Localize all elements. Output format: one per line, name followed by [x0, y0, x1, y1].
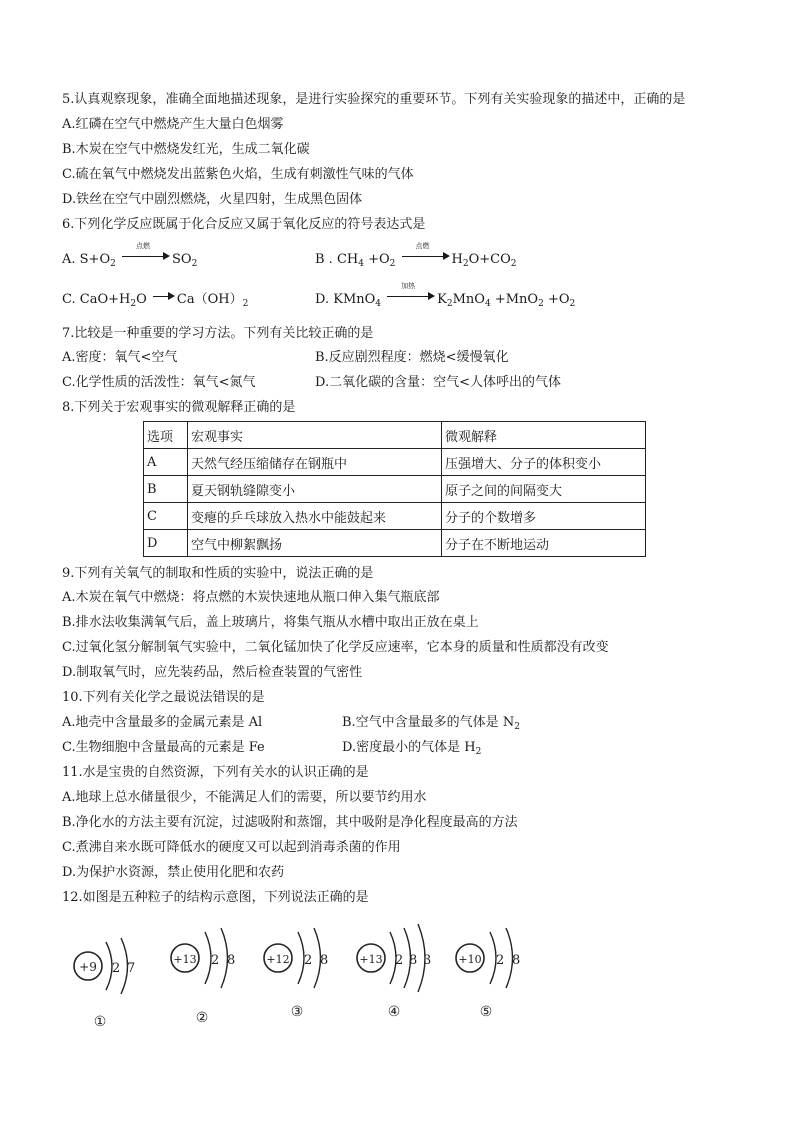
q7-stem: 7.比较是一种重要的学习方法。下列有关比较正确的是: [62, 326, 374, 341]
table-cell: 原子之间的间隔变大: [442, 476, 646, 503]
q6-stem: 6.下列化学反应既属于化合反应又属于氧化反应的符号表达式是: [62, 217, 426, 232]
table-row: [144, 449, 646, 476]
table-cell: 分子在不断地运动: [442, 530, 646, 557]
q7-option-d: D.二氧化碳的含量：空气<人体呼出的气体: [315, 375, 561, 390]
q8-stem: 8.下列关于宏观事实的微观解释正确的是: [62, 400, 296, 415]
table-cell: D: [144, 530, 188, 557]
table-cell: 空气中柳絮飘扬: [188, 530, 442, 557]
nucleus-charge: +10: [458, 953, 482, 966]
q9-stem: 9.下列有关氧气的制取和性质的实验中，说法正确的是: [62, 566, 374, 581]
q11-option-d: D.为保护水资源，禁止使用化肥和农药: [62, 865, 285, 880]
particle-label: ②: [195, 1010, 209, 1026]
shell-electrons: 2: [496, 953, 505, 968]
table-row: [144, 503, 646, 530]
reaction-arrow: [153, 291, 175, 301]
q5-option-d: D.铁丝在空气中剧烈燃烧，火星四射，生成黑色固体: [62, 192, 363, 207]
table-cell: 分子的个数增多: [442, 503, 646, 530]
table-row: [144, 476, 646, 503]
nucleus-charge: +13: [359, 953, 383, 966]
shell-electrons: 8: [512, 953, 521, 968]
q9-option-a: A.木炭在氧气中燃烧：将点燃的木炭快速地从瓶口伸入集气瓶底部: [62, 590, 440, 605]
particle-label: ⑤: [479, 1004, 493, 1020]
table-header-cell: 宏观事实: [188, 422, 442, 449]
table-row: [144, 530, 646, 557]
q11-stem: 11.水是宝贵的自然资源，下列有关水的认识正确的是: [62, 765, 369, 780]
particle-label: ①: [93, 1014, 107, 1030]
q10-option-a: A.地壳中含量最多的金属元素是 Al: [62, 715, 263, 730]
particle-label: ③: [290, 1004, 304, 1020]
reaction-arrow: 点燃: [402, 251, 450, 261]
shell-electrons: 2: [304, 953, 313, 968]
q9-option-c: C.过氧化氢分解制氧气实验中，二氧化锰加快了化学反应速率，它本身的质量和性质都没有改变: [62, 640, 609, 655]
shell-electrons: 2: [395, 953, 404, 968]
shell-electrons: 2: [112, 961, 121, 976]
q10-stem: 10.下列有关化学之最说法错误的是: [62, 690, 265, 705]
table-cell: C: [144, 503, 188, 530]
atomic-structure-diagram: [66, 924, 536, 1034]
q9-option-d: D.制取氧气时，应先装药品，然后检查装置的气密性: [62, 665, 363, 680]
reaction-arrow: 点燃: [122, 251, 170, 261]
nucleus-charge: +13: [173, 953, 197, 966]
nucleus-charge: +9: [79, 960, 97, 974]
particle-2: [171, 928, 235, 1026]
q9-option-b: B.排水法收集满氧气后，盖上玻璃片，将集气瓶从水槽中取出正放在桌上: [62, 615, 479, 630]
shell-electrons: 2: [211, 953, 220, 968]
table-header-row: [144, 422, 646, 449]
q5-stem: 5.认真观察现象，准确全面地描述现象，是进行实验探究的重要环节。下列有关实验现象的描述中，正确的是: [62, 92, 686, 107]
shell-electrons: 8: [409, 953, 418, 968]
q7-option-a: A.密度：氧气<空气: [62, 350, 178, 365]
explanation-table: [143, 421, 646, 557]
particle-1: [74, 938, 135, 1030]
reaction-arrow: 加热: [387, 291, 435, 301]
q11-option-a: A.地球上总水储量很少，不能满足人们的需要，所以要节约用水: [62, 790, 427, 805]
nucleus-charge: +12: [266, 953, 290, 966]
shell-electrons: 7: [127, 961, 136, 976]
table-cell: 夏天钢轨缝隙变小: [188, 476, 442, 503]
q7-option-c: C.化学性质的活泼性：氧气<氮气: [62, 375, 256, 390]
particle-label: ④: [387, 1004, 401, 1020]
q7-option-b: B.反应剧烈程度：燃烧<缓慢氧化: [315, 350, 509, 365]
particle-3: [264, 928, 328, 1020]
shell-electrons: 8: [320, 953, 329, 968]
q6-option-b: B . $CH_4 +O_2$ 点燃 $H_2O+CO_2$: [315, 242, 517, 269]
q5-option-c: C.硫在氧气中燃烧发出蓝紫色火焰，生成有刺激性气味的气体: [62, 167, 414, 182]
table-cell: B: [144, 476, 188, 503]
q12-stem: 12.如图是五种粒子的结构示意图，下列说法正确的是: [62, 890, 369, 905]
q11-option-c: C.煮沸自来水既可降低水的硬度又可以起到消毒杀菌的作用: [62, 840, 401, 855]
q6-option-c: C. $CaO+H_2O$ $Ca(OH)_2$: [62, 292, 249, 309]
table-cell: 变瘪的乒乓球放入热水中能鼓起来: [188, 503, 442, 530]
shell-electrons: 8: [227, 953, 236, 968]
q11-option-b: B.净化水的方法主要有沉淀，过滤吸附和蒸馏，其中吸附是净化程度最高的方法: [62, 815, 518, 830]
table-cell: A: [144, 449, 188, 476]
q6-option-a: A. $S+O_2$ 点燃 $SO_2$: [62, 242, 198, 269]
table-cell: 天然气经压缩储存在钢瓶中: [188, 449, 442, 476]
q5-option-a: A.红磷在空气中燃烧产生大量白色烟雾: [62, 117, 284, 132]
q10-option-d: D.密度最小的气体是 $H_2$: [342, 740, 482, 757]
q10-option-b: B.空气中含量最多的气体是 $N_2$: [342, 715, 520, 732]
particle-4: [357, 924, 431, 1020]
q10-option-c: C.生物细胞中含量最高的元素是 Fe: [62, 740, 265, 755]
q5-option-b: B.木炭在空气中燃烧发红光，生成二氧化碳: [62, 142, 310, 157]
table-header-cell: 微观解释: [442, 422, 646, 449]
shell-electrons: 3: [423, 953, 432, 968]
particle-5: [456, 928, 520, 1020]
table-header-cell: 选项: [144, 422, 188, 449]
q6-option-d: D. KMnO$_4$ 加热 $K_2MnO_4 +MnO_2 +O_2$: [315, 282, 576, 309]
table-cell: 压强增大、分子的体积变小: [442, 449, 646, 476]
